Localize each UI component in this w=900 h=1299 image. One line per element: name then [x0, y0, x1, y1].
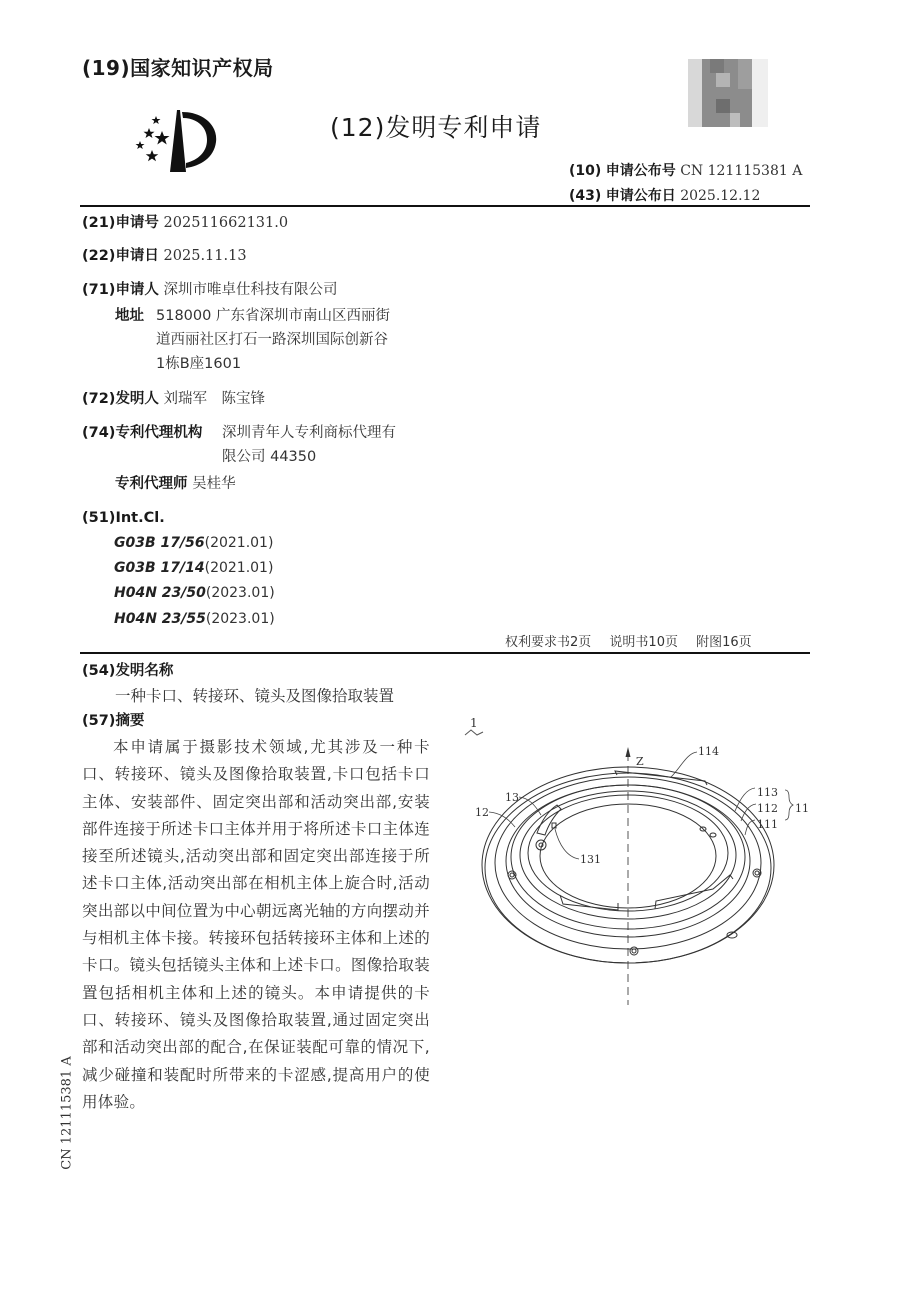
figure-ref-squiggle	[465, 730, 483, 735]
cnipa-logo-icon	[120, 108, 220, 176]
address-line: 518000 广东省深圳市南山区西丽街	[156, 308, 390, 324]
office-name: 国家知识产权局	[130, 56, 274, 80]
label-11: 11	[795, 802, 809, 815]
logo-star	[136, 141, 145, 149]
bayonet-tab	[655, 875, 733, 909]
publication-date-value: 2025.12.12	[680, 188, 761, 204]
publication-date-row: (43) 申请公布日 2025.12.12	[569, 188, 761, 204]
agent-value: 吴桂华	[192, 476, 236, 492]
header-divider	[80, 205, 810, 207]
label-112: 112	[757, 802, 778, 815]
agency-line: 深圳青年人专利商标代理有	[222, 425, 396, 441]
label-12: 12	[475, 806, 489, 819]
label-111: 111	[757, 818, 778, 831]
publication-date-label: 申请公布日	[605, 188, 676, 204]
invention-title-heading: (54)发明名称	[82, 663, 174, 679]
ipc-entry: H04N 23/50(2023.01)	[114, 585, 275, 602]
label-114: 114	[698, 745, 719, 758]
screw-hole	[755, 871, 759, 875]
agency-value	[222, 421, 396, 469]
filing-date-value: 2025.11.13	[163, 248, 247, 264]
logo-star	[152, 116, 161, 124]
ring-outer-edge	[485, 773, 771, 963]
logo-star	[144, 128, 155, 138]
label-13: 13	[505, 791, 519, 804]
ipc-entry: G03B 17/14(2021.01)	[114, 560, 274, 577]
label-113: 113	[757, 786, 778, 799]
claims-pages: 权利要求书2页	[505, 635, 592, 650]
abstract-heading: (57)摘要	[82, 713, 145, 729]
screw-hole	[632, 949, 636, 953]
qr-code-blurred	[688, 59, 768, 127]
logo-arc	[182, 112, 216, 168]
publication-number-row: (10) 申请公布号 CN 121115381 A	[569, 163, 803, 179]
ipc-entry: H04N 23/55(2023.01)	[114, 610, 275, 627]
ipc-entry: G03B 17/56(2021.01)	[114, 535, 274, 551]
patent-figure	[455, 705, 835, 1025]
screw-hole	[630, 947, 638, 955]
application-number-row: (21)申请号 202511662131.0	[82, 215, 289, 231]
address-label: 地址	[115, 308, 144, 324]
section-divider	[80, 652, 810, 654]
logo-shaft	[170, 110, 186, 172]
inventors-row: (72)发明人 刘瑞军 陈宝锋	[82, 391, 266, 407]
applicant-label: 申请人	[115, 282, 159, 298]
invention-title: 一种卡口、转接环、镜头及图像拾取装置	[115, 687, 395, 705]
figure-ref-main: 1	[470, 716, 478, 730]
agency-label: 专利代理机构	[115, 425, 203, 441]
invention-title-label: 发明名称	[115, 663, 174, 679]
applicant-row: (71)申请人 深圳市唯卓仕科技有限公司	[82, 282, 338, 298]
logo-star	[155, 131, 170, 145]
agency-label-row: (74)专利代理机构	[82, 425, 203, 441]
description-pages: 说明书10页	[609, 635, 678, 650]
inventors-value: 刘瑞军 陈宝锋	[163, 391, 266, 407]
z-axis-arrow-icon	[626, 747, 631, 757]
publication-number-value: CN 121115381 A	[680, 163, 803, 179]
label-131: 131	[580, 853, 601, 866]
address-line: 1栋B座1601	[156, 356, 242, 372]
reference-leaders	[489, 752, 793, 859]
office-code: (19)	[82, 56, 131, 80]
agent-label: 专利代理师	[115, 476, 188, 492]
application-number-value: 202511662131.0	[163, 215, 289, 231]
doc-type-code: (12)	[330, 113, 386, 142]
publication-number-label: 申请公布号	[605, 163, 676, 179]
filing-date-row: (22)申请日 2025.11.13	[82, 248, 247, 264]
contact-pin	[710, 833, 716, 837]
logo-star	[146, 150, 159, 161]
abstract-text: 本申请属于摄影技术领域,尤其涉及一种卡口、转接环、镜头及图像拾取装置,卡口包括卡口主体、安装部件、固定突出部和活动突出部,安装部件连接于所述卡口主体并用于将所述卡口主体连接至所述镜头,活动突出部和固定突出部连接于所述卡口主体,活动突出部在相机主体上旋合时,活动突出部以中间位置为中心朝远离光轴的方向摆动并与相机主体卡接。转接环包括转接环主体和上述的卡口。镜头包括镜头主体和上述卡口。图像拾取装置包括相机主体和上述的镜头。本申请提供的卡口、转接环、镜头及图像拾取装置,通过固定突出部和活动突出部的配合,在保证装配可靠的情况下,减少碰撞和装配时所带来的卡涩感,提高用户的使用体验。	[82, 738, 430, 1111]
applicant-value: 深圳市唯卓仕科技有限公司	[163, 282, 338, 298]
filing-date-label: 申请日	[115, 248, 159, 264]
agent-row	[115, 472, 236, 496]
ipc-label: Int.Cl.	[115, 510, 165, 526]
abstract-label: 摘要	[115, 713, 145, 729]
inventors-label: 发明人	[115, 391, 159, 407]
ipc-header-row: (51)Int.Cl.	[82, 510, 165, 526]
side-publication-number: CN 121115381 A	[59, 1055, 75, 1170]
page-counts	[505, 631, 766, 650]
screw-hole	[510, 873, 514, 877]
doc-type-label: 发明专利申请	[385, 113, 542, 142]
agency-line: 限公司 44350	[222, 449, 317, 465]
drawings-pages: 附图16页	[696, 635, 752, 650]
ipc-list	[114, 531, 275, 632]
z-axis-label: Z	[636, 755, 644, 768]
address-line: 道西丽社区打石一路深圳国际创新谷	[156, 332, 388, 348]
document-type	[330, 108, 541, 144]
office-header	[82, 52, 274, 81]
address-value	[156, 304, 390, 376]
application-number-label: 申请号	[115, 215, 159, 231]
